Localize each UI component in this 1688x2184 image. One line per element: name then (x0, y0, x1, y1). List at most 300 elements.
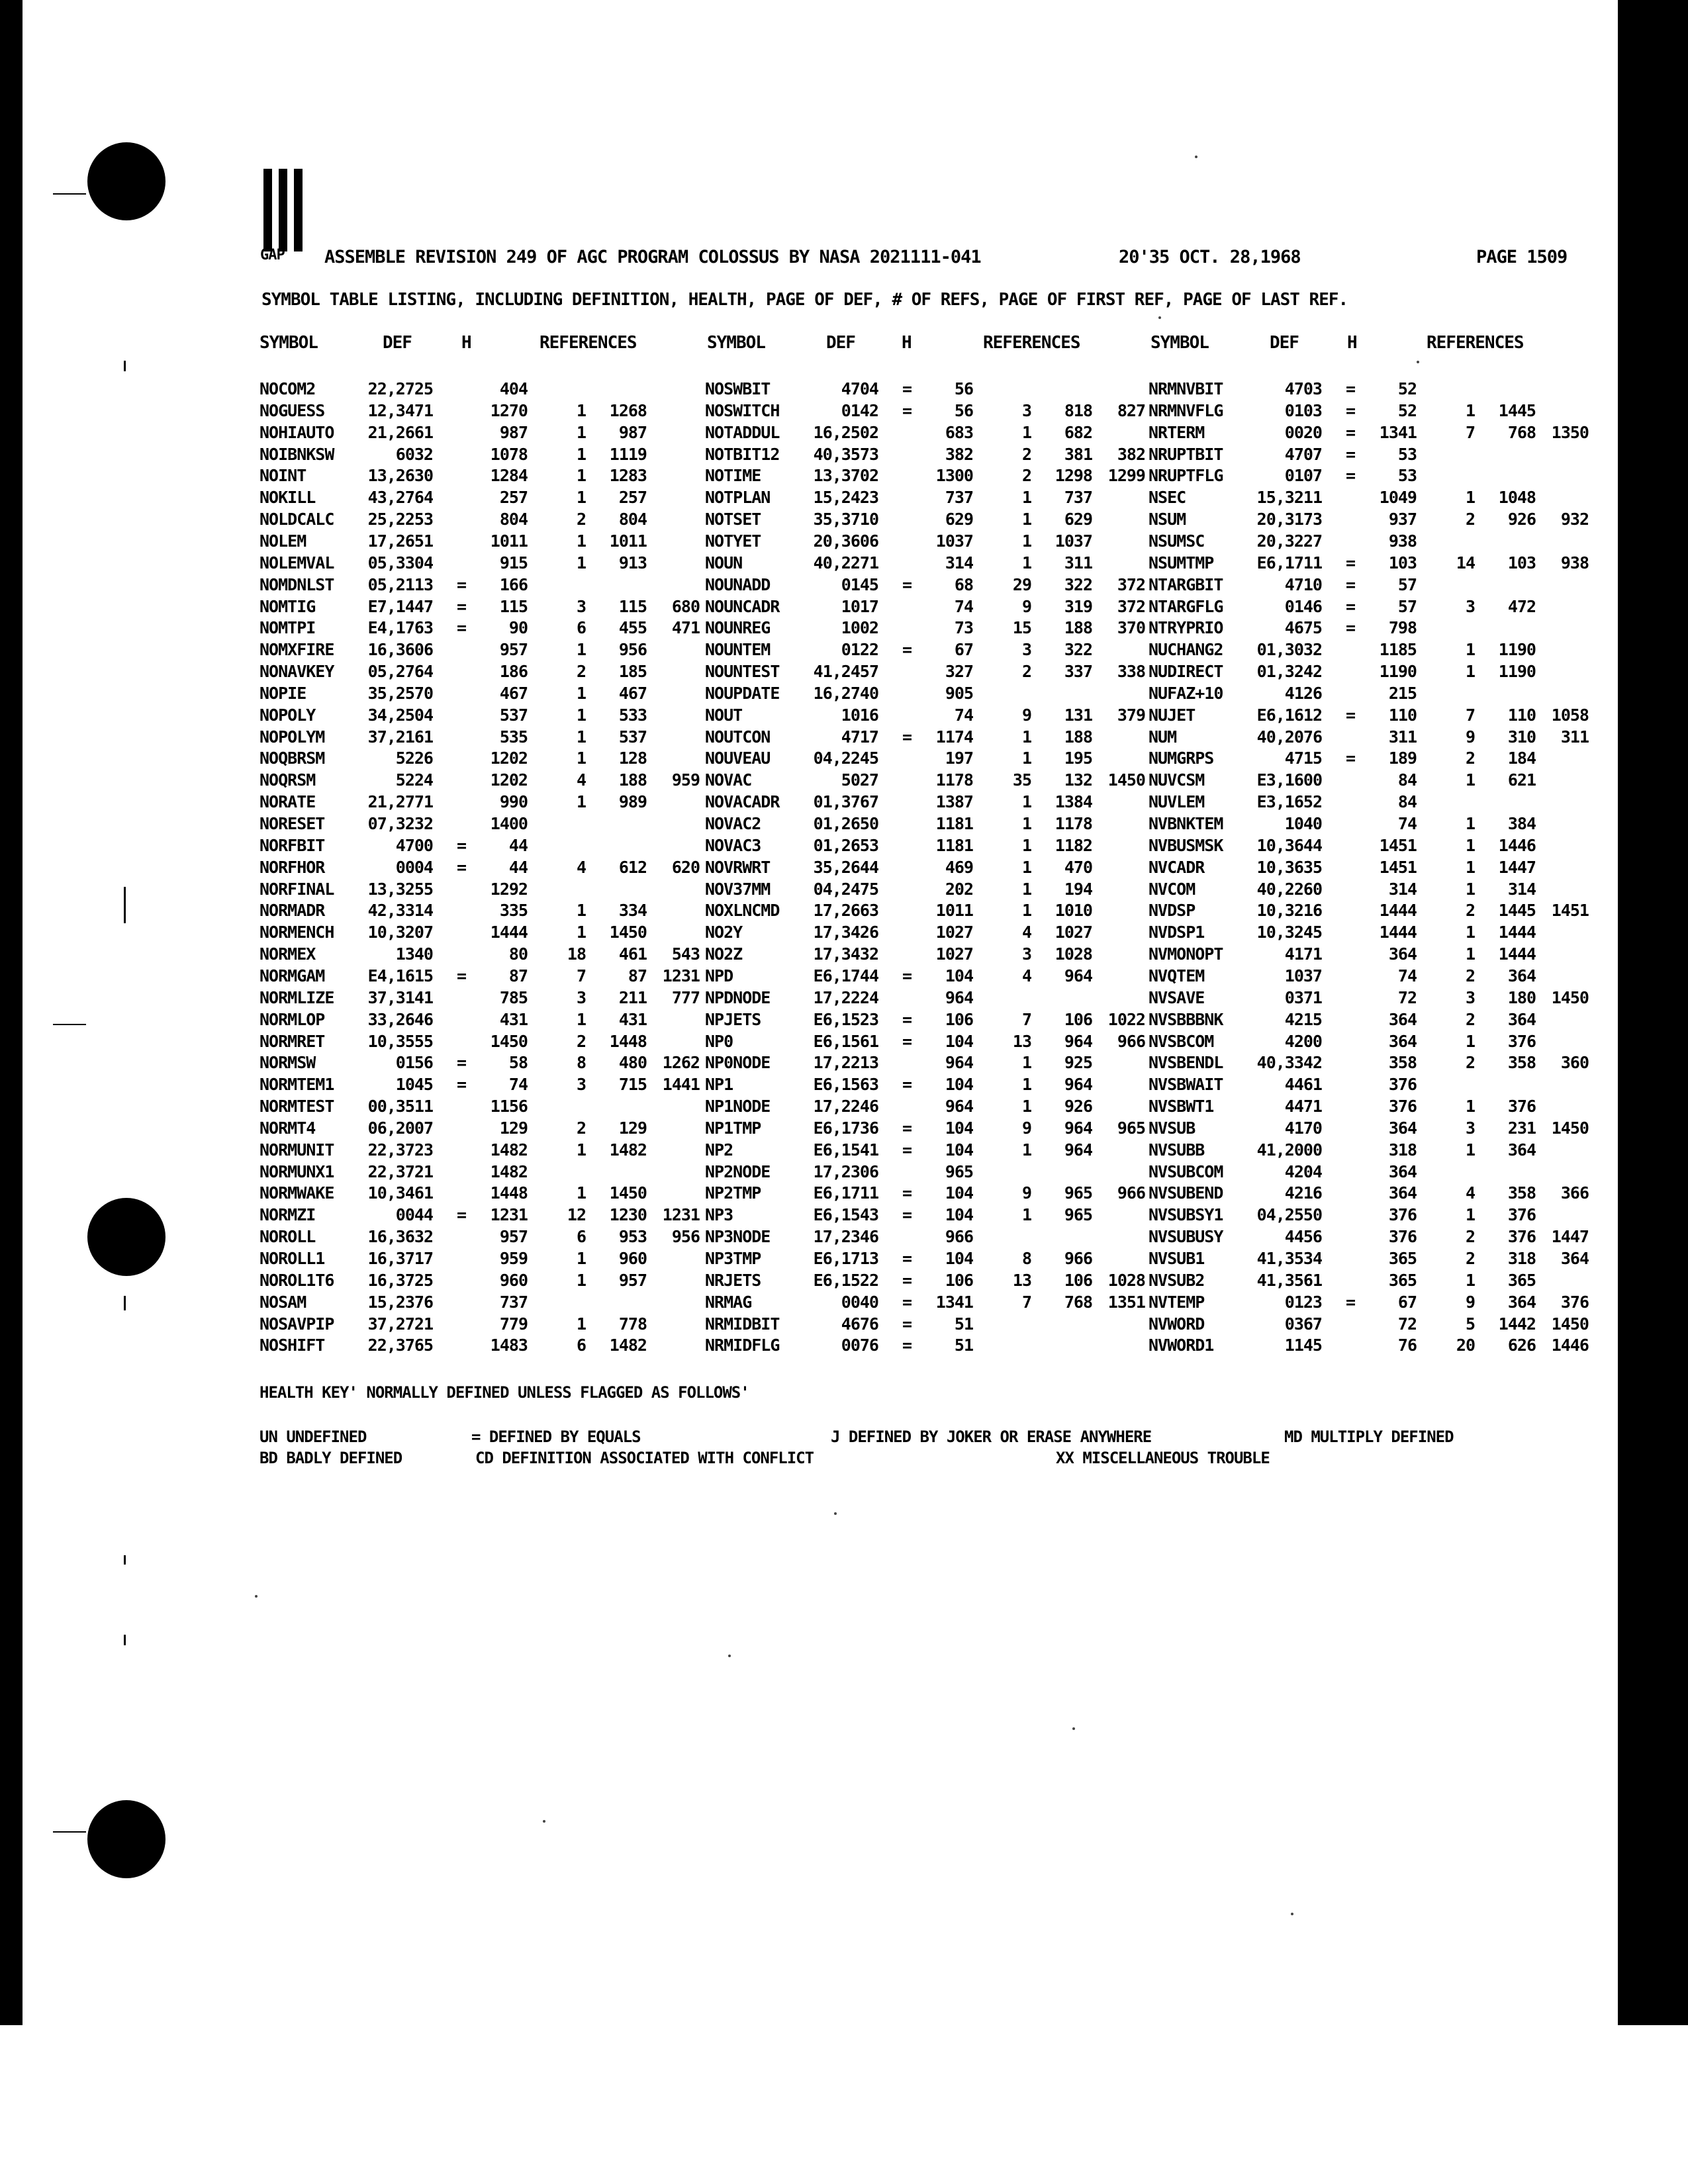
cell-ref-count: 7 (1021, 1009, 1031, 1029)
cell-def-page: 957 (499, 1227, 528, 1247)
cell-ref-count: 1 (576, 792, 586, 812)
page-number: PAGE 1509 (1476, 247, 1568, 267)
margin-mark (124, 361, 126, 371)
cell-def: 40,2260 (1256, 879, 1322, 899)
cell-def: 4461 (1284, 1075, 1322, 1095)
cell-last-ref-page: 1262 (662, 1053, 700, 1073)
cell-symbol: NORESET (259, 814, 325, 833)
cell-def: 4700 (395, 835, 433, 855)
cell-first-ref-page: 964 (1064, 1075, 1092, 1095)
cell-ref-count: 1 (576, 553, 586, 572)
cell-ref-count: 1 (1021, 510, 1031, 529)
cell-def-page: 779 (499, 1314, 528, 1334)
cell-first-ref-page: 376 (1507, 1205, 1536, 1225)
cell-def: 1340 (395, 944, 433, 964)
cell-symbol: NO2Z (705, 944, 743, 964)
cell-ref-count: 2 (576, 1118, 586, 1138)
cell-def: 37,3141 (367, 987, 433, 1007)
cell-ref-count: 1 (576, 400, 586, 420)
cell-def-page: 1448 (490, 1183, 528, 1203)
cell-def: 12,3471 (367, 400, 433, 420)
cell-def-page: 74 (954, 596, 973, 616)
punch-hole (87, 142, 165, 220)
cell-def: 0146 (1284, 596, 1322, 616)
cell-last-ref-page: 1299 (1107, 466, 1145, 486)
cell-last-ref-page: 966 (1117, 1183, 1145, 1203)
cell-first-ref-page: 364 (1507, 1140, 1536, 1160)
cell-def-page: 1027 (935, 923, 973, 942)
cell-ref-count: 2 (1465, 749, 1475, 768)
col-def: DEF (383, 333, 412, 353)
cell-symbol: NORMTEST (259, 1097, 334, 1116)
cell-def: 16,2502 (813, 422, 878, 442)
cell-symbol: NOSAM (259, 1292, 306, 1312)
cell-def: 4676 (841, 1314, 878, 1334)
cell-first-ref-page: 1447 (1498, 857, 1536, 877)
cell-def-page: 166 (499, 574, 528, 594)
cell-health: = (457, 1075, 467, 1095)
cell-health: = (1346, 400, 1356, 420)
cell-symbol: NOMTPI (259, 618, 316, 638)
cell-ref-count: 1 (1465, 944, 1475, 964)
cell-last-ref-page: 1350 (1551, 422, 1589, 442)
cell-first-ref-page: 612 (618, 857, 647, 877)
cell-def: 21,2771 (367, 792, 433, 812)
cell-def: 0044 (395, 1205, 433, 1225)
cell-first-ref-page: 957 (618, 1270, 647, 1290)
cell-def: 35,3710 (813, 510, 878, 529)
cell-first-ref-page: 194 (1064, 879, 1092, 899)
margin-tick (53, 193, 86, 195)
cell-def: 13,3255 (367, 879, 433, 899)
cell-def-page: 57 (1397, 596, 1417, 616)
cell-health: = (902, 727, 912, 747)
cell-first-ref-page: 682 (1064, 422, 1092, 442)
cell-def: 37,2161 (367, 727, 433, 747)
cell-first-ref-page: 184 (1507, 749, 1536, 768)
cell-def: 17,3432 (813, 944, 878, 964)
cell-def-page: 376 (1388, 1205, 1417, 1225)
cell-symbol: NORMADR (259, 901, 325, 921)
cell-health: = (1346, 618, 1356, 638)
cell-ref-count: 1 (1465, 814, 1475, 833)
cell-def: 01,2653 (813, 835, 878, 855)
cell-def-page: 964 (945, 1053, 973, 1073)
cell-def: 4200 (1284, 1031, 1322, 1051)
cell-def: 0103 (1284, 400, 1322, 420)
cell-def: 01,3032 (1256, 640, 1322, 660)
punch-hole (87, 1198, 165, 1276)
cell-symbol: NOVRWRT (705, 857, 771, 877)
cell-first-ref-page: 211 (618, 987, 647, 1007)
cell-def-page: 1078 (490, 444, 528, 464)
cell-def: 15,2423 (813, 488, 878, 508)
cell-first-ref-page: 537 (618, 727, 647, 747)
cell-def-page: 129 (499, 1118, 528, 1138)
cell-first-ref-page: 231 (1507, 1118, 1536, 1138)
cell-ref-count: 15 (1012, 618, 1031, 638)
cell-def-page: 104 (945, 1249, 973, 1268)
cell-def: E6,1711 (1256, 553, 1322, 572)
col-references: REFERENCES (539, 333, 637, 353)
cell-def: 4215 (1284, 1009, 1322, 1029)
cell-first-ref-page: 106 (1064, 1009, 1092, 1029)
cell-ref-count: 6 (576, 618, 586, 638)
cell-def: 05,2764 (367, 662, 433, 682)
cell-ref-count: 29 (1012, 574, 1031, 594)
cell-symbol: NOUNREG (705, 618, 771, 638)
cell-def: 0020 (1284, 422, 1322, 442)
cell-def-page: 376 (1388, 1097, 1417, 1116)
cell-def: 22,2725 (367, 379, 433, 398)
cell-first-ref-page: 1450 (609, 923, 647, 942)
punch-hole (87, 1800, 165, 1878)
cell-first-ref-page: 1482 (609, 1336, 647, 1355)
cell-ref-count: 1 (576, 640, 586, 660)
cell-first-ref-page: 470 (1064, 857, 1092, 877)
cell-health: = (1346, 1292, 1356, 1312)
cell-ref-count: 1 (576, 683, 586, 703)
cell-first-ref-page: 1445 (1498, 901, 1536, 921)
cell-def-page: 106 (945, 1270, 973, 1290)
cell-def: 40,3342 (1256, 1053, 1322, 1073)
cell-symbol: NSUM (1149, 510, 1186, 529)
cell-first-ref-page: 533 (618, 705, 647, 725)
cell-symbol: NOUT (705, 705, 743, 725)
cell-symbol: NVQTEM (1149, 966, 1205, 985)
cell-def-page: 52 (1397, 379, 1417, 398)
cell-symbol: NOQRSM (259, 770, 316, 790)
cell-def-page: 1450 (490, 1031, 528, 1051)
cell-symbol: NORFBIT (259, 835, 325, 855)
cell-ref-count: 2 (1465, 1249, 1475, 1268)
cell-first-ref-page: 926 (1064, 1097, 1092, 1116)
cell-symbol: NSEC (1149, 488, 1186, 508)
cell-symbol: NORMT4 (259, 1118, 316, 1138)
cell-def: 22,3721 (367, 1161, 433, 1181)
cell-def: 22,3765 (367, 1336, 433, 1355)
cell-symbol: NVCOM (1149, 879, 1196, 899)
margin-mark (124, 1296, 126, 1310)
cell-symbol: NRJETS (705, 1270, 761, 1290)
cell-last-ref-page: 966 (1117, 1031, 1145, 1051)
cell-def: 37,2721 (367, 1314, 433, 1334)
cell-health: = (1346, 705, 1356, 725)
cell-def: 17,2246 (813, 1097, 878, 1116)
cell-first-ref-page: 621 (1507, 770, 1536, 790)
scan-speck (1291, 1913, 1293, 1915)
cell-first-ref-page: 319 (1064, 596, 1092, 616)
cell-ref-count: 1 (1465, 857, 1475, 877)
listing-datetime: 20'35 OCT. 28,1968 (1119, 247, 1301, 267)
cell-health: = (902, 1292, 912, 1312)
cell-first-ref-page: 1450 (609, 1183, 647, 1203)
cell-def: 5027 (841, 770, 878, 790)
cell-ref-count: 1 (1021, 1097, 1031, 1116)
cell-ref-count: 3 (1465, 987, 1475, 1007)
cell-def: 17,2346 (813, 1227, 878, 1247)
cell-symbol: NUVCSM (1149, 770, 1205, 790)
cell-def-page: 365 (1388, 1270, 1417, 1290)
cell-def-page: 103 (1388, 553, 1417, 572)
cell-def: 07,3232 (367, 814, 433, 833)
cell-symbol: NPJETS (705, 1009, 761, 1029)
cell-def-page: 51 (954, 1336, 973, 1355)
cell-ref-count: 13 (1012, 1270, 1031, 1290)
cell-symbol: NP0 (705, 1031, 733, 1051)
cell-first-ref-page: 1119 (609, 444, 647, 464)
cell-last-ref-page: 379 (1117, 705, 1145, 725)
col-symbol: SYMBOL (1150, 333, 1209, 353)
cell-def-page: 53 (1397, 466, 1417, 486)
cell-ref-count: 1 (1021, 835, 1031, 855)
cell-symbol: NOCOM2 (259, 379, 316, 398)
cell-symbol: NORFHOR (259, 857, 325, 877)
cell-last-ref-page: 1450 (1107, 770, 1145, 790)
cell-ref-count: 1 (1465, 923, 1475, 942)
cell-def-page: 1181 (935, 835, 973, 855)
cell-ref-count: 1 (576, 705, 586, 725)
cell-def-page: 1202 (490, 749, 528, 768)
cell-symbol: NP3TMP (705, 1249, 761, 1268)
cell-ref-count: 8 (1021, 1249, 1031, 1268)
cell-ref-count: 7 (1465, 422, 1475, 442)
cell-def-page: 67 (1397, 1292, 1417, 1312)
cell-def: E6,1612 (1256, 705, 1322, 725)
cell-first-ref-page: 467 (618, 683, 647, 703)
cell-def-page: 84 (1397, 792, 1417, 812)
cell-health: = (902, 1183, 912, 1203)
cell-def-page: 335 (499, 901, 528, 921)
cell-def: 40,3573 (813, 444, 878, 464)
cell-last-ref-page: 311 (1560, 727, 1589, 747)
cell-symbol: NOQBRSM (259, 749, 325, 768)
scan-speck (1417, 361, 1419, 363)
cell-ref-count: 1 (1021, 814, 1031, 833)
cell-last-ref-page: 372 (1117, 596, 1145, 616)
cell-def: 41,2000 (1256, 1140, 1322, 1160)
cell-symbol: NVSUB (1149, 1118, 1196, 1138)
cell-def: 41,2457 (813, 662, 878, 682)
cell-def: 1017 (841, 596, 878, 616)
cell-def-page: 90 (508, 618, 528, 638)
cell-def: 1037 (1284, 966, 1322, 985)
cell-symbol: NOROLL1 (259, 1249, 325, 1268)
cell-ref-count: 1 (576, 901, 586, 921)
cell-ref-count: 7 (576, 966, 586, 985)
cell-health: = (1346, 422, 1356, 442)
cell-first-ref-page: 1444 (1498, 923, 1536, 942)
cell-last-ref-page: 1446 (1551, 1336, 1589, 1355)
cell-def: 4126 (1284, 683, 1322, 703)
cell-first-ref-page: 480 (618, 1053, 647, 1073)
cell-def-page: 364 (1388, 1031, 1417, 1051)
cell-def: 41,3561 (1256, 1270, 1322, 1290)
cell-symbol: NP1NODE (705, 1097, 771, 1116)
cell-ref-count: 1 (1465, 488, 1475, 508)
cell-def-page: 1011 (935, 901, 973, 921)
cell-def: 0145 (841, 574, 878, 594)
cell-symbol: NOVACADR (705, 792, 780, 812)
cell-symbol: NVMONOPT (1149, 944, 1223, 964)
cell-def: 16,3725 (367, 1270, 433, 1290)
cell-first-ref-page: 926 (1507, 510, 1536, 529)
cell-def-page: 364 (1388, 944, 1417, 964)
scan-edge-right (1618, 0, 1688, 2025)
cell-ref-count: 4 (1021, 923, 1031, 942)
cell-def-page: 1444 (490, 923, 528, 942)
scan-speck (1195, 156, 1197, 158)
cell-symbol: NUJET (1149, 705, 1196, 725)
cell-def-page: 1292 (490, 879, 528, 899)
cell-def-page: 1451 (1379, 857, 1417, 877)
cell-def-page: 110 (1388, 705, 1417, 725)
cell-ref-count: 3 (1021, 400, 1031, 420)
cell-symbol: NOGUESS (259, 400, 325, 420)
cell-def-page: 431 (499, 1009, 528, 1029)
cell-def: 10,3216 (1256, 901, 1322, 921)
cell-symbol: NUCHANG2 (1149, 640, 1223, 660)
cell-ref-count: 1 (1465, 1205, 1475, 1225)
cell-last-ref-page: 1231 (662, 966, 700, 985)
cell-symbol: NOPIE (259, 683, 306, 703)
cell-ref-count: 3 (576, 596, 586, 616)
cell-def: 16,3717 (367, 1249, 433, 1268)
cell-def-page: 115 (499, 596, 528, 616)
cell-ref-count: 1 (1465, 879, 1475, 899)
cell-last-ref-page: 543 (671, 944, 700, 964)
cell-def: 16,3632 (367, 1227, 433, 1247)
cell-symbol: NOTSET (705, 510, 761, 529)
cell-def-page: 58 (508, 1053, 528, 1073)
cell-last-ref-page: 965 (1117, 1118, 1145, 1138)
cell-def-page: 257 (499, 488, 528, 508)
cell-first-ref-page: 629 (1064, 510, 1092, 529)
cell-def-page: 1231 (490, 1205, 528, 1225)
cell-symbol: NOROLL (259, 1227, 316, 1247)
cell-ref-count: 1 (576, 422, 586, 442)
cell-def: 17,2306 (813, 1161, 878, 1181)
cell-ref-count: 1 (1021, 422, 1031, 442)
cell-def-page: 365 (1388, 1249, 1417, 1268)
cell-symbol: NUM (1149, 727, 1177, 747)
cell-symbol: NUMGRPS (1149, 749, 1214, 768)
cell-ref-count: 1 (576, 749, 586, 768)
cell-first-ref-page: 626 (1507, 1336, 1536, 1355)
cell-symbol: NOV37MM (705, 879, 771, 899)
cell-health: = (902, 640, 912, 660)
cell-symbol: NVSBCOM (1149, 1031, 1214, 1051)
cell-health: = (902, 379, 912, 398)
cell-first-ref-page: 1190 (1498, 662, 1536, 682)
cell-def-page: 937 (1388, 510, 1417, 529)
cell-health: = (457, 966, 467, 985)
cell-ref-count: 1 (1465, 662, 1475, 682)
cell-def-page: 1027 (935, 944, 973, 964)
cell-last-ref-page: 364 (1560, 1249, 1589, 1268)
cell-first-ref-page: 1230 (609, 1205, 647, 1225)
cell-def-page: 1037 (935, 531, 973, 551)
col-references: REFERENCES (983, 333, 1080, 353)
cell-symbol: NVSUBSY1 (1149, 1205, 1223, 1225)
cell-def: 4456 (1284, 1227, 1322, 1247)
cell-first-ref-page: 128 (618, 749, 647, 768)
cell-ref-count: 1 (1465, 1097, 1475, 1116)
cell-def-page: 84 (1397, 770, 1417, 790)
cell-symbol: NO2Y (705, 923, 743, 942)
cell-last-ref-page: 1450 (1551, 987, 1589, 1007)
cell-def: 6032 (395, 444, 433, 464)
cell-first-ref-page: 1011 (609, 531, 647, 551)
cell-symbol: NVSUB2 (1149, 1270, 1205, 1290)
listing-description: SYMBOL TABLE LISTING, INCLUDING DEFINITION, HEALTH, PAGE OF DEF, # OF REFS, PAGE OF FIRST REF, PAGE OF LAST REF. (261, 290, 1348, 310)
cell-def-page: 938 (1388, 531, 1417, 551)
cell-ref-count: 2 (1021, 466, 1031, 486)
cell-def: E3,1652 (1256, 792, 1322, 812)
cell-first-ref-page: 818 (1064, 400, 1092, 420)
cell-symbol: NOVAC2 (705, 814, 761, 833)
cell-last-ref-page: 1058 (1551, 705, 1589, 725)
cell-ref-count: 3 (576, 987, 586, 1007)
cell-first-ref-page: 1048 (1498, 488, 1536, 508)
cell-ref-count: 1 (1021, 749, 1031, 768)
cell-first-ref-page: 132 (1064, 770, 1092, 790)
cell-ref-count: 2 (1021, 662, 1031, 682)
cell-first-ref-page: 115 (618, 596, 647, 616)
cell-def: 16,3606 (367, 640, 433, 660)
cell-symbol: NOSHIFT (259, 1336, 325, 1355)
cell-health: = (902, 1075, 912, 1095)
cell-ref-count: 2 (1465, 901, 1475, 921)
cell-health: = (902, 1270, 912, 1290)
cell-def-page: 965 (945, 1161, 973, 1181)
cell-ref-count: 1 (576, 466, 586, 486)
cell-first-ref-page: 364 (1507, 1009, 1536, 1029)
cell-def: 04,2550 (1256, 1205, 1322, 1225)
cell-ref-count: 7 (1465, 705, 1475, 725)
cell-last-ref-page: 1450 (1551, 1314, 1589, 1334)
cell-symbol: NORMUNX1 (259, 1161, 334, 1181)
cell-first-ref-page: 913 (618, 553, 647, 572)
cell-health: = (902, 1140, 912, 1160)
cell-symbol: NSUMTMP (1149, 553, 1214, 572)
cell-first-ref-page: 1190 (1498, 640, 1536, 660)
cell-last-ref-page: 620 (671, 857, 700, 877)
cell-ref-count: 1 (1021, 1053, 1031, 1073)
cell-symbol: NOHIAUTO (259, 422, 334, 442)
cell-def-page: 80 (508, 944, 528, 964)
cell-ref-count: 1 (1465, 1031, 1475, 1051)
cell-first-ref-page: 195 (1064, 749, 1092, 768)
cell-first-ref-page: 311 (1064, 553, 1092, 572)
cell-ref-count: 1 (576, 1270, 586, 1290)
cell-def-page: 1270 (490, 400, 528, 420)
cell-ref-count: 2 (576, 1031, 586, 1051)
cell-def-page: 197 (945, 749, 973, 768)
cell-def-page: 104 (945, 1140, 973, 1160)
cell-first-ref-page: 737 (1064, 488, 1092, 508)
cell-first-ref-page: 337 (1064, 662, 1092, 682)
cell-first-ref-page: 1268 (609, 400, 647, 420)
cell-def: 42,3314 (367, 901, 433, 921)
cell-health: = (902, 1031, 912, 1051)
cell-def: 4715 (1284, 749, 1322, 768)
cell-def-page: 537 (499, 705, 528, 725)
cell-last-ref-page: 932 (1560, 510, 1589, 529)
cell-symbol: NVCADR (1149, 857, 1205, 877)
cell-symbol: NOXLNCMD (705, 901, 780, 921)
cell-first-ref-page: 322 (1064, 640, 1092, 660)
